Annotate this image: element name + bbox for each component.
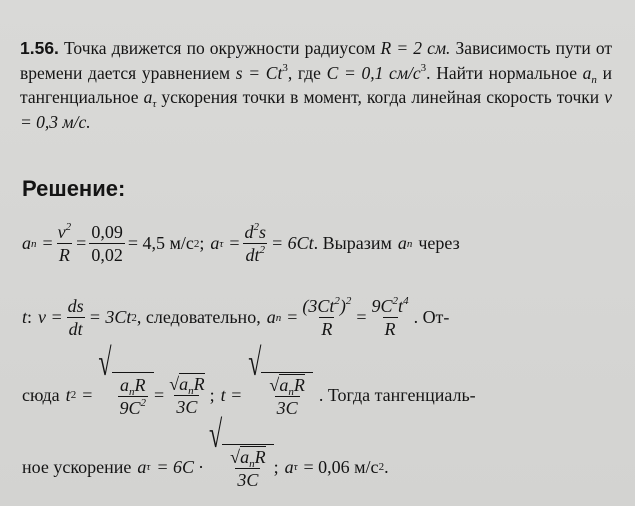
fraction-v2-R: $\frac{v^2}{R}$ (57, 221, 72, 265)
fraction-sqrt-anR-3C: $\frac{√a_nR}{3C}$ (169, 373, 205, 417)
solution-line-1: a n = $\frac{v^2}{R}$ = $\frac{0,09}{0,02}$ = 4,5 м/с 2 ; a τ = $\frac{d^2s}{dt^2}$ = 6Ct . Выразим a n через (22, 221, 460, 265)
fraction-9C2t4: $\frac{9C^2t^4}{R}$ (371, 295, 409, 339)
sqrt-nested: √ $\frac{√a_nR}{3C}$ (248, 372, 313, 418)
problem-statement: 1.56. Точка движется по окружности радиусом R = 2 см. Зависимость пути от времени дается уравнением $s = Ct^3$, где C = 0,1 $см/с^3$. Найти нормальное $a_n$ и тангенциальное $a_\tau$ ускорения точки в момент, когда линейная скорость точки v = 0,3 м/с. (20, 38, 612, 132)
solution-line-4: ное ускорение a τ = 6C · √ $\frac{√a_nR}{3C}$ ; a τ = 0,06 м/с 2 . (22, 414, 389, 490)
solution-line-2: t : v = $\frac{ds}{dt}$ = 3Ct 2 , следовательно, a n = $\frac{(3Ct^2)^2}{R}$ = $\frac{9C^2t^4}{R}$ . От- (22, 295, 450, 339)
solution-line-3: сюда t 2 = √ $\frac{a_nR}{9C^2}$ = $\frac{√a_nR}{3C}$ ; t = √ $\frac{√a_nR}{3C}$ . Тогда тангенциаль- (22, 342, 476, 418)
fraction-ds-dt: $\frac{ds}{dt}$ (67, 296, 84, 339)
solution-heading: Решение: (22, 176, 126, 201)
fraction-3Ct2-squared: $\frac{(3Ct^2)^2}{R}$ (302, 295, 352, 339)
sqrt-anR-9C2: √ $\frac{a_nR}{9C^2}$ (98, 372, 154, 418)
fraction-numeric: $\frac{0,09}{0,02}$ (91, 222, 123, 265)
sqrt-final: √ $\frac{√a_nR}{3C}$ (209, 444, 274, 490)
problem-number: 1.56. (20, 38, 59, 58)
fraction-d2s-dt2: $\frac{d^2s}{dt^2}$ (244, 221, 266, 265)
